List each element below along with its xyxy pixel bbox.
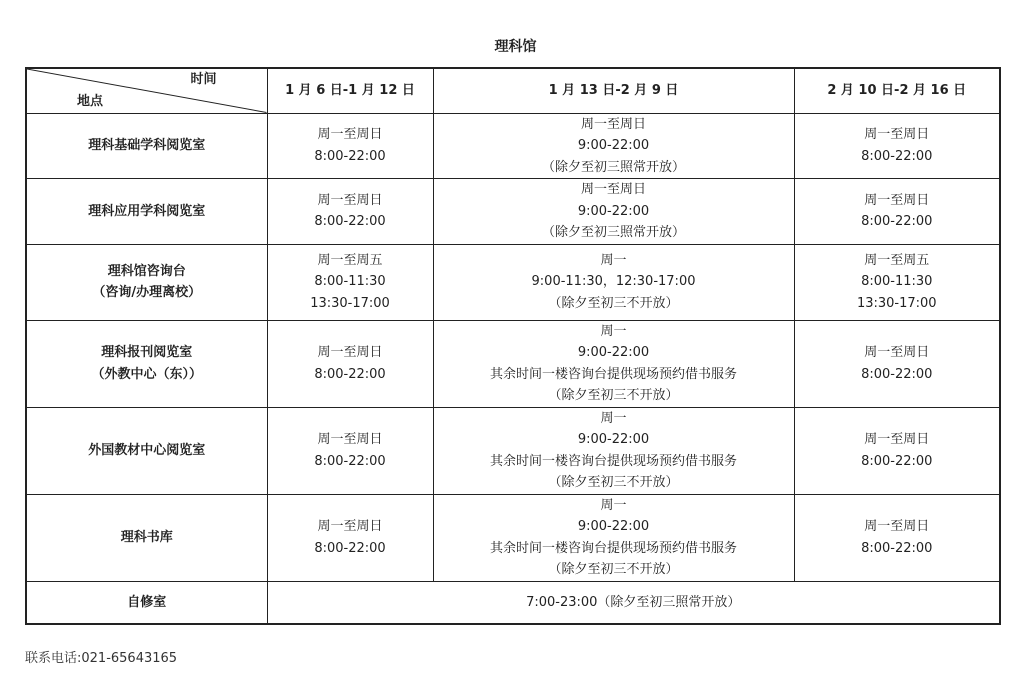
hours-line: 8:00-22:00: [861, 214, 933, 230]
hours-line: （除夕至初三照常开放）: [541, 225, 685, 240]
hours-line: 周一: [600, 323, 627, 339]
hours-line: 周一: [600, 410, 627, 426]
hours-line: （除夕至初三不开放）: [548, 475, 679, 490]
hours-cell-period-2: [433, 494, 794, 581]
hours-line: 周一至周五: [317, 252, 383, 268]
location-line: 理科应用学科阅览室: [88, 203, 206, 219]
table-row: [26, 407, 1000, 494]
hours-line: 9:00-22:00: [577, 138, 650, 153]
hours-cell-period-2: [433, 244, 794, 320]
hours-line: （除夕至初三不开放）: [548, 562, 679, 577]
location-cell: [26, 179, 267, 245]
hours-line: 周一至周日: [317, 127, 383, 143]
hours-line: 周一: [600, 252, 627, 268]
location-line: 外国教材中心阅览室: [88, 442, 206, 458]
hours-line: 9:00-11:30，12:30-17:00: [531, 274, 696, 290]
hours-line: 其余时间一楼咨询台提供现场预约借书服务: [489, 540, 737, 556]
hours-line: 周一至周日: [580, 182, 646, 197]
period-header-1: 1 月 6 日-1 月 12 日: [267, 68, 433, 113]
hours-line: 周一至周日: [580, 116, 646, 132]
diagonal-divider: [27, 69, 267, 113]
hours-line: 8:00-22:00: [314, 540, 386, 556]
corner-cell: [26, 68, 267, 113]
hours-cell-period-1: [267, 179, 433, 245]
hours-line: （除夕至初三照常开放）: [541, 159, 685, 175]
hours-cell-period-1: [267, 244, 433, 320]
hours-line: 9:00-22:00: [577, 432, 650, 447]
hours-cell-period-1: [267, 407, 433, 494]
location-cell: [26, 407, 267, 494]
hours-line: 8:00-22:00: [861, 366, 933, 382]
hours-line: 8:00-22:00: [861, 540, 933, 556]
hours-cell-period-1: [267, 494, 433, 581]
hours-line: （除夕至初三不开放）: [548, 295, 679, 311]
location-cell: [26, 320, 267, 407]
period-header-3: 2 月 10 日-2 月 16 日: [794, 68, 1000, 113]
hours-line: 8:00-22:00: [314, 453, 386, 469]
hours-cell-period-3: [794, 244, 1000, 320]
hours-line: 周一至周日: [317, 192, 383, 208]
table-row: [26, 494, 1000, 581]
hours-line: 周一至周日: [864, 127, 930, 143]
location-line: 理科基础学科阅览室: [88, 138, 206, 153]
page-title: 理科馆: [494, 39, 537, 55]
hours-cell-period-2: [433, 320, 794, 407]
location-line: 理科书库: [120, 529, 173, 545]
location-cell: [26, 244, 267, 320]
hours-line: 其余时间一楼咨询台提供现场预约借书服务: [489, 453, 737, 469]
location-cell: [26, 113, 267, 179]
hours-cell-period-3: [794, 494, 1000, 581]
hours-cell-period-1: [267, 113, 433, 179]
hours-line: 8:00-11:30: [861, 274, 933, 290]
hours-cell-period-3: [794, 179, 1000, 245]
hours-line: 13:30-17:00: [310, 295, 390, 311]
hours-line: 周一至周日: [317, 432, 383, 447]
table-row: [26, 244, 1000, 320]
hours-line: 8:00-22:00: [861, 453, 933, 469]
hours-line: 9:00-22:00: [577, 519, 650, 534]
study-room-hours: 7:00-23:00（除夕至初三照常开放）: [267, 581, 1000, 624]
hours-line: 其余时间一楼咨询台提供现场预约借书服务: [489, 366, 737, 382]
hours-line: 周一至周日: [864, 192, 930, 208]
location-line: 理科报刊阅览室: [101, 345, 193, 360]
study-room-row: [26, 581, 1000, 624]
table-row: [26, 320, 1000, 407]
hours-cell-period-2: [433, 113, 794, 179]
hours-line: 9:00-22:00: [577, 345, 650, 360]
study-room-location: 自修室: [26, 581, 267, 624]
hours-cell-period-3: [794, 407, 1000, 494]
hours-line: 9:00-22:00: [577, 203, 650, 219]
contact-phone: 联系电话:021-65643165: [25, 651, 178, 666]
schedule-table: [25, 67, 1001, 625]
table-row: [26, 179, 1000, 245]
hours-line: 13:30-17:00: [856, 295, 937, 311]
corner-time-label: 时间: [190, 72, 217, 87]
hours-line: 周一: [600, 497, 627, 513]
location-line: 理科馆咨询台: [107, 263, 186, 279]
hours-line: 8:00-11:30: [314, 274, 386, 290]
hours-line: 周一至周日: [864, 432, 930, 447]
hours-line: 周一至周日: [864, 345, 930, 360]
hours-line: 周一至周日: [317, 345, 383, 360]
header-row: [26, 68, 1000, 113]
hours-line: （除夕至初三不开放）: [548, 388, 679, 403]
hours-cell-period-2: [433, 407, 794, 494]
hours-cell-period-2: [433, 179, 794, 245]
hours-line: 周一至周日: [864, 519, 930, 534]
location-cell: [26, 494, 267, 581]
period-header-2: 1 月 13 日-2 月 9 日: [433, 68, 794, 113]
hours-cell-period-3: [794, 320, 1000, 407]
hours-line: 周一至周日: [317, 519, 383, 534]
location-line: （咨询/办理离校）: [92, 285, 202, 300]
table-row: [26, 113, 1000, 179]
hours-line: 8:00-22:00: [314, 148, 386, 164]
hours-cell-period-3: [794, 113, 1000, 179]
hours-line: 8:00-22:00: [314, 214, 386, 230]
location-line: （外教中心（东））: [91, 366, 202, 382]
hours-line: 8:00-22:00: [314, 366, 386, 382]
hours-cell-period-1: [267, 320, 433, 407]
hours-line: 周一至周五: [864, 252, 930, 268]
hours-line: 8:00-22:00: [861, 148, 933, 164]
corner-place-label: 地点: [77, 93, 104, 109]
